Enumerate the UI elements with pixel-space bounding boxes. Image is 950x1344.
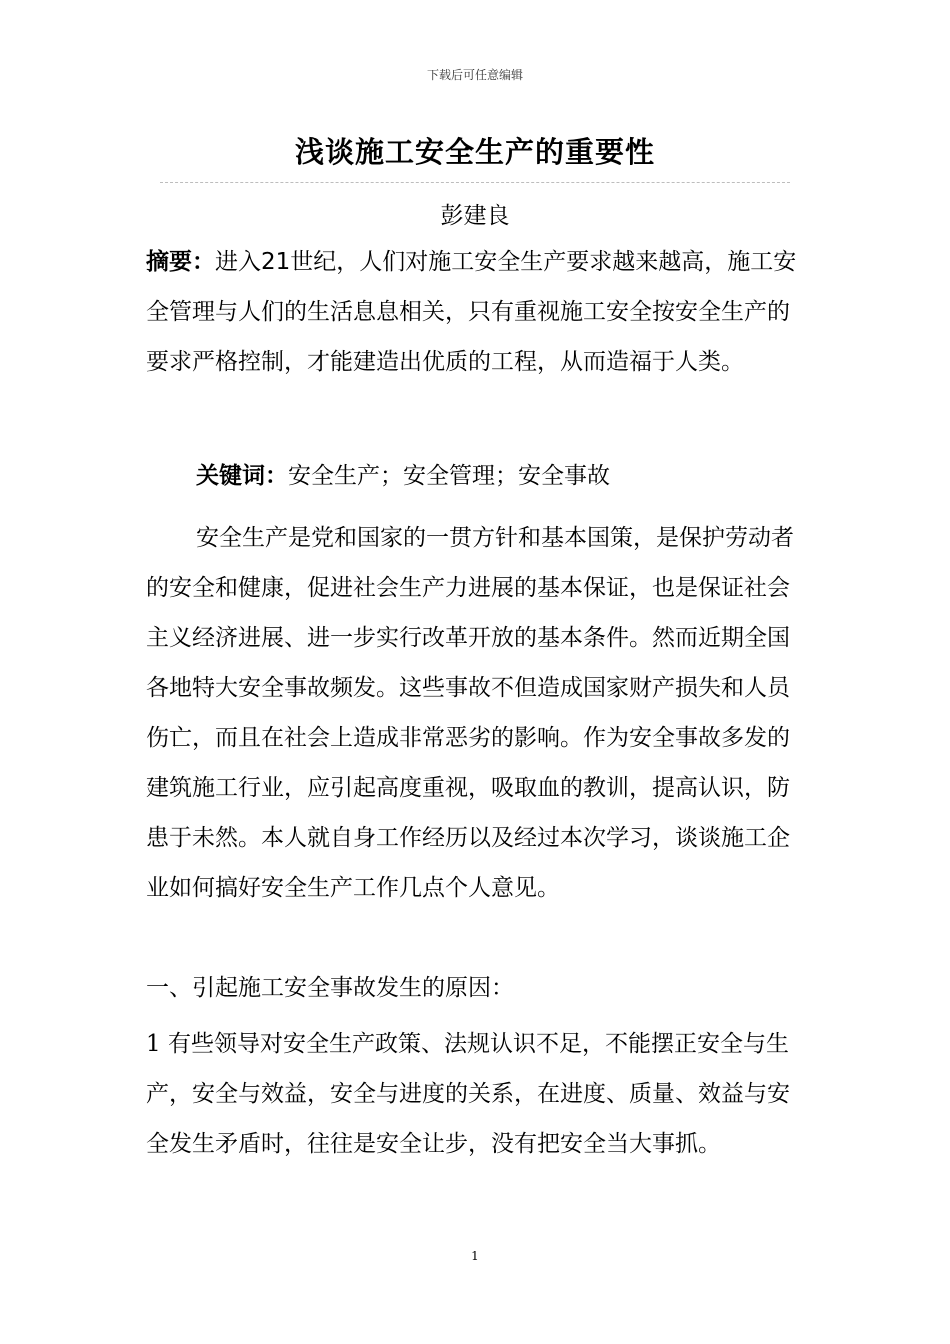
- abstract-text: 世纪，人们对施工安全生产要求越来越高，施工安全管理与人们的生活息息相关，只有重视施工安全按安全生产的要求严格控制，才能建造出优质的工程，从而造福于人类。: [146, 249, 797, 375]
- abstract-paragraph: [146, 237, 806, 387]
- abstract-label: 摘要：: [146, 249, 215, 275]
- page-header-note: 下载后可任意编辑: [426, 68, 523, 82]
- keywords-text: 安全生产；安全管理；安全事故: [288, 463, 610, 489]
- abstract-prefix: 进入: [215, 249, 261, 275]
- page-number: 1: [471, 1249, 479, 1263]
- section-heading: 一、引起施工安全事故发生的原因：: [146, 975, 514, 1001]
- list-item: 1 有些领导对安全生产政策、法规认识不足，不能摆正安全与生产，安全与效益，安全与进度的关系，在进度、质量、效益与安全发生矛盾时，往往是安全让步，没有把安全当大事抓。: [146, 1031, 790, 1157]
- keywords-label: 关键词：: [196, 463, 288, 489]
- document-title: 浅谈施工安全生产的重要性: [294, 135, 655, 169]
- author-name: 彭建良: [440, 203, 510, 229]
- title-divider: [160, 182, 790, 183]
- keywords-paragraph: [146, 451, 806, 501]
- abstract-century-number: 21: [261, 249, 291, 275]
- body-paragraph: 安全生产是党和国家的一贯方针和基本国策，是保护劳动者的安全和健康，促进社会生产力进展的基本保证，也是保证社会主义经济进展、进一步实行改革开放的基本条件。然而近期全国各地特大安全事故频发。这些事故不但造成国家财产损失和人员伤亡，而且在社会上造成非常恶劣的影响。作为安全事故多发的建筑施工行业，应引起高度重视，吸取血的教训，提高认识，防患于未然。本人就自身工作经历以及经过本次学习，谈谈施工企业如何搞好安全生产工作几点个人意见。: [146, 525, 794, 901]
